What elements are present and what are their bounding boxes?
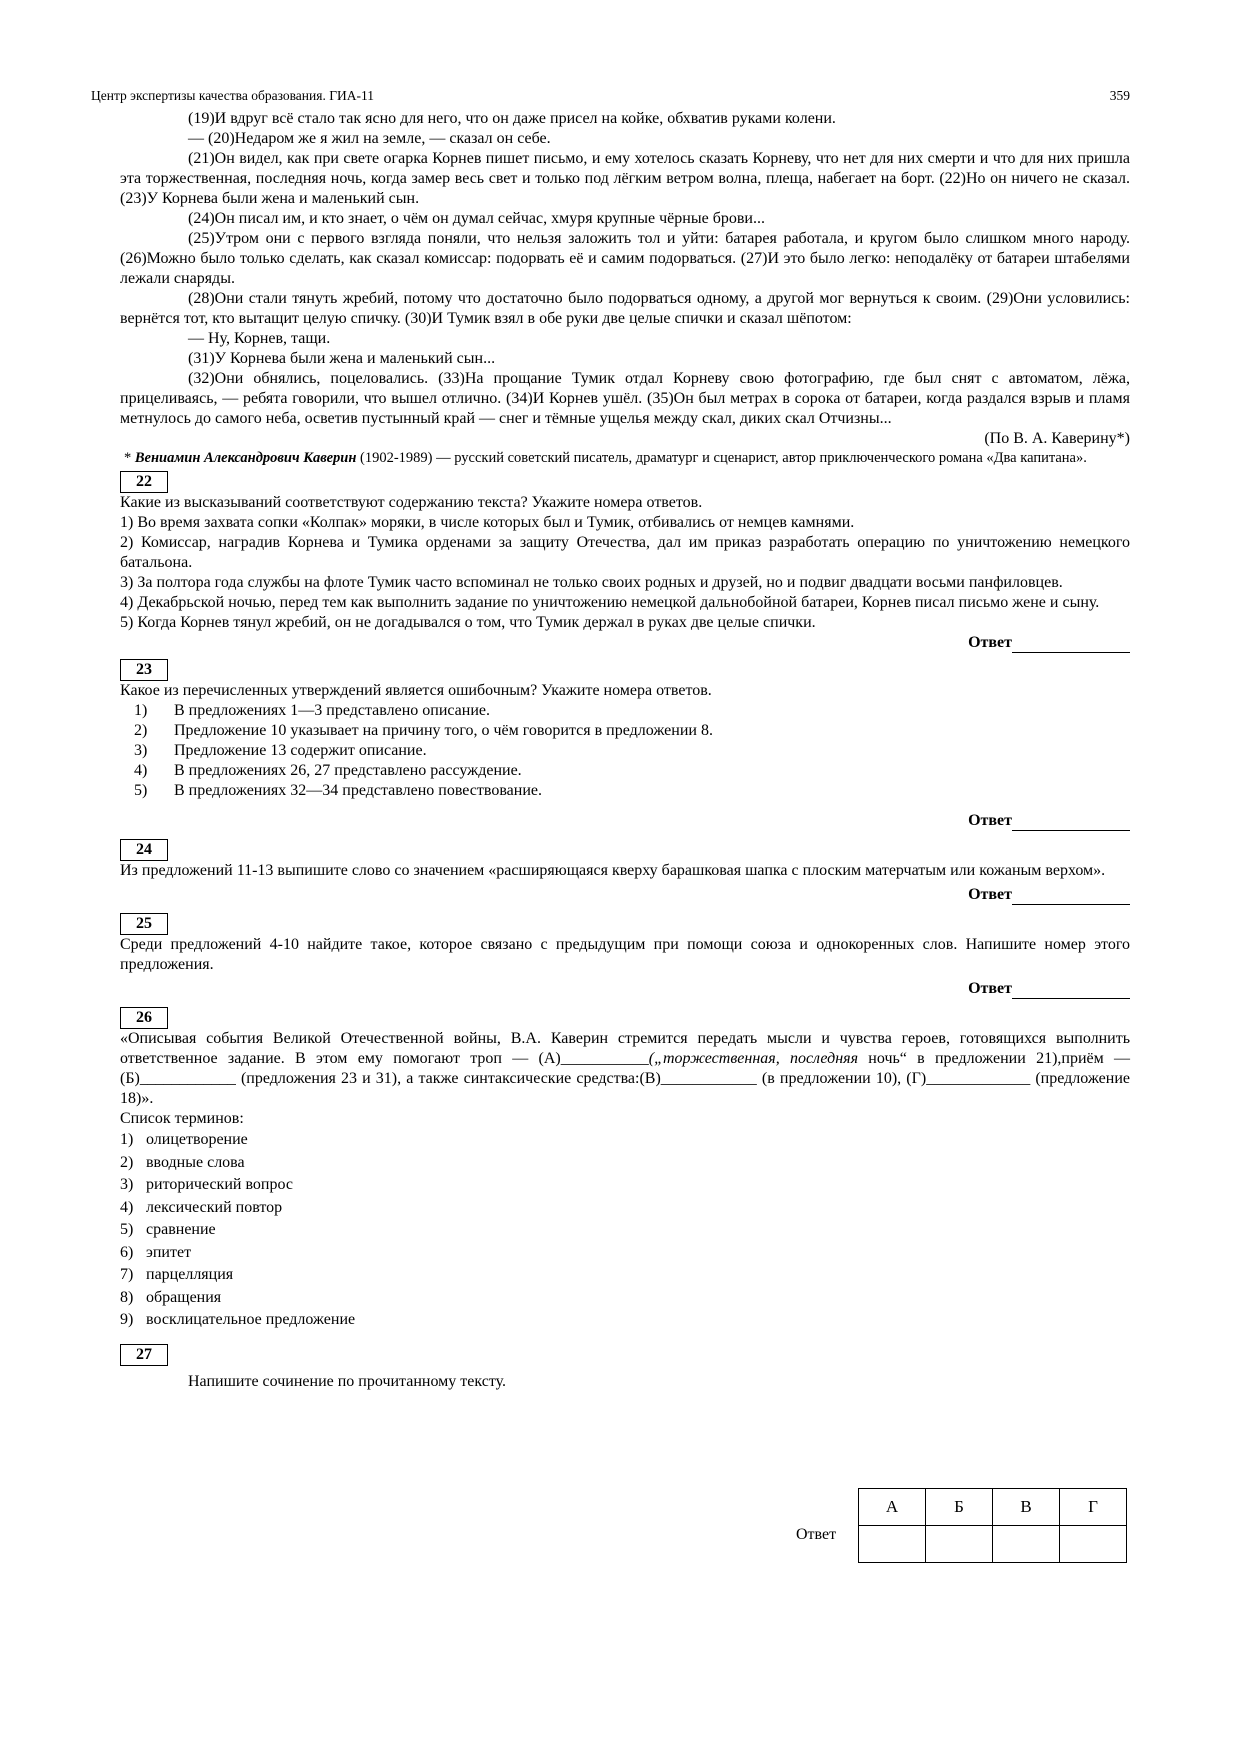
answer-cell-a[interactable] — [859, 1526, 926, 1563]
option-text: Предложение 10 указывает на причину того, о чём говорится в предложении 8. — [174, 722, 713, 739]
text-source: (По В. А. Каверину*) — [984, 430, 1130, 447]
answer-table-label: Ответ — [796, 1526, 837, 1543]
option-text: В предложениях 1—3 представлено описание. — [174, 702, 491, 719]
answer-line[interactable] — [1012, 636, 1130, 653]
option-number: 1) — [134, 702, 148, 719]
answer-label: Ответ — [968, 886, 1012, 903]
answer-cell-v[interactable] — [993, 1526, 1060, 1563]
answer-table-input-row — [859, 1526, 1127, 1563]
list-item — [120, 1219, 1130, 1242]
text-p19: (19)И вдруг всё стало так ясно для него, что он даже присел на койке, обхватив руками колени. — [188, 110, 836, 127]
task-option: 1) Во время захвата сопки «Колпак» моряки, в числе которых был и Тумик, отбивались от немцев камнями. — [120, 514, 855, 531]
list-item — [120, 1197, 1130, 1220]
answer-line[interactable] — [1012, 888, 1130, 905]
task-number-box: 24 — [120, 839, 168, 861]
option-text: В предложениях 26, 27 представлено рассуждение. — [174, 762, 522, 779]
answer-table-header-row — [859, 1489, 1127, 1526]
text-p24: (24)Он писал им, и кто знает, о чём он думал сейчас, хмуря крупные чёрные брови... — [188, 210, 765, 227]
task-number-box: 23 — [120, 659, 168, 681]
answer-table-header: В — [993, 1489, 1060, 1526]
answer-field[interactable] — [120, 811, 1130, 831]
term-text: восклицательное предложение — [146, 1311, 356, 1328]
answer-field[interactable] — [120, 885, 1130, 905]
list-item — [120, 1309, 1130, 1332]
term-number: 6) — [120, 1243, 134, 1261]
task-question: Из предложений 11-13 выпишите слово со значением «расширяющаяся кверху барашковая шапка с плоским матерчатым или кожаным верхом». — [120, 862, 1106, 879]
answer-line[interactable] — [1012, 982, 1130, 999]
option-text: Предложение 13 содержит описание. — [174, 742, 427, 759]
task-option: 5) Когда Корнев тянул жребий, он не догадывался о том, что Тумик держал в руках две целые спички. — [120, 614, 816, 631]
footnote-rest: (1902-1989) — русский советский писатель, драматург и сценарист, автор приключенческого романа «Два капитана». — [360, 450, 1087, 466]
task-22 — [120, 471, 1130, 653]
answer-label: Ответ — [968, 980, 1012, 997]
list-item — [120, 1287, 1130, 1310]
task-25 — [120, 913, 1130, 999]
task-question: Среди предложений 4-10 найдите такое, которое связано с предыдущим при помощи союза и однокоренных слов. Напишите номер этого предложения. — [120, 936, 1130, 973]
task-number-box: 27 — [120, 1344, 168, 1366]
answer-label: Ответ — [968, 812, 1012, 829]
text-p20: — (20)Недаром же я жил на земле, — сказал он себе. — [188, 130, 551, 147]
page-header — [91, 88, 1130, 104]
list-item — [120, 1152, 1130, 1175]
options-list — [120, 701, 1130, 801]
list-item — [134, 761, 1130, 781]
answer-table-header: А — [859, 1489, 926, 1526]
option-text: В предложениях 32—34 представлено повествование. — [174, 782, 542, 799]
task-number-box: 26 — [120, 1007, 168, 1029]
text-p31: (31)У Корнева были жена и маленький сын... — [188, 350, 496, 367]
header-title: Центр экспертизы качества образования. ГИА-11 — [91, 88, 374, 103]
task-option: 4) Декабрьской ночью, перед тем как выполнить задание по уничтожению немецкой дальнобойной батареи, Корнев писал письмо жене и сыну. — [120, 594, 1100, 611]
answer-field[interactable] — [120, 979, 1130, 999]
list-item — [120, 1174, 1130, 1197]
answer-field[interactable] — [120, 633, 1130, 653]
term-text: эпитет — [146, 1243, 192, 1261]
page-number: 359 — [1109, 88, 1130, 103]
term-text: сравнение — [146, 1221, 216, 1238]
task-question-part: ночь“ в предложении 21),приём — (Б)____________ (предложения 23 и 31), а также синтаксические средства:(В)____________ (в предложении 10), (Г)_____________ (предложение 18)». — [120, 1050, 1131, 1107]
list-item — [134, 701, 1130, 721]
task-number-box: 22 — [120, 471, 168, 493]
term-number: 9) — [120, 1311, 134, 1328]
footnote-name: Вениамин Александрович Каверин — [134, 450, 357, 466]
terms-list — [120, 1129, 1130, 1332]
term-number: 8) — [120, 1288, 134, 1306]
list-item — [120, 1242, 1130, 1265]
term-number: 3) — [120, 1176, 134, 1193]
term-text: лексический повтор — [146, 1198, 283, 1216]
text-p32: (32)Они обнялись, поцеловались. (33)На прощание Тумик отдал Корневу свою фотографию, где был снят с автоматом, лёжа, прицеливаясь, — ребята говорили, что вышел отлично. (34)И Корнев ушёл. (35)Он был метрах в сорока от батареи, когда раздался взрыв и пламя метнулось до самого неба, осветив пустынный край — снег и тёмные ущелья между скал, диких скал Отчизны... — [120, 370, 1130, 427]
term-text: олицетворение — [146, 1131, 248, 1148]
text-p28: (28)Они стали тянуть жребий, потому что достаточно было подорваться одному, а другой мог вернуться к своим. (29)Они условились: вернётся тот, кто вытащит целую спичку. (30)И Тумик взял в обе руки две целые спички и сказал шёпотом: — [120, 290, 1130, 327]
answer-table-header: Б — [926, 1489, 993, 1526]
term-number: 7) — [120, 1266, 134, 1283]
answer-table — [858, 1488, 1127, 1563]
answer-label: Ответ — [968, 634, 1012, 651]
text-dialog: — Ну, Корнев, тащи. — [188, 330, 331, 347]
footnote-star: * — [124, 450, 132, 466]
list-item — [134, 721, 1130, 741]
task-number-box: 25 — [120, 913, 168, 935]
term-number: 2) — [120, 1153, 134, 1171]
terms-title: Список терминов: — [120, 1110, 244, 1127]
task-question: Напишите сочинение по прочитанному тексту. — [188, 1372, 507, 1390]
list-item — [120, 1264, 1130, 1287]
task-26 — [120, 1007, 1130, 1332]
task-23 — [120, 659, 1130, 831]
task-27 — [120, 1344, 1130, 1392]
text-p25: (25)Утром они с первого взгляда поняли, что нельзя заложить тол и уйти: батарея работала, и кругом было слишком много народу. (26)Можно было только сделать, как сказал комиссар: подорвать её и самим подорваться. (27)И это было легко: неподалёку от батареи штабелями лежали снаряды. — [120, 230, 1130, 287]
task-24 — [120, 839, 1130, 905]
task-question-italic: („торжественная, последняя — [648, 1050, 859, 1067]
page-content — [120, 109, 1130, 1392]
term-text: риторический вопрос — [146, 1176, 293, 1193]
option-number: 4) — [134, 762, 148, 779]
task-question: Какие из высказываний соответствуют содержанию текста? Укажите номера ответов. — [120, 494, 703, 511]
list-item — [134, 781, 1130, 801]
footnote — [124, 449, 1130, 467]
list-item — [134, 741, 1130, 761]
list-item — [120, 1129, 1130, 1152]
term-number: 4) — [120, 1198, 134, 1216]
term-text: обращения — [146, 1288, 222, 1306]
term-number: 1) — [120, 1131, 134, 1148]
term-number: 5) — [120, 1221, 134, 1238]
answer-cell-b[interactable] — [926, 1526, 993, 1563]
option-number: 5) — [134, 782, 148, 799]
task-option: 2) Комиссар, наградив Корнева и Тумика орденами за защиту Отечества, дал им приказ разработать операцию по уничтожению немецкого батальона. — [120, 534, 1130, 571]
task-option: 3) За полтора года службы на флоте Тумик часто вспоминал не только своих родных и друзей, но и подвиг двадцати восьми панфиловцев. — [120, 574, 1063, 591]
task-question — [120, 1029, 1130, 1109]
option-number: 2) — [134, 722, 148, 739]
term-text: парцелляция — [146, 1266, 234, 1283]
answer-cell-g[interactable] — [1060, 1526, 1127, 1563]
term-text: вводные слова — [146, 1153, 245, 1171]
text-p21: (21)Он видел, как при свете огарка Корнев пишет письмо, и ему хотелось сказать Корневу, что нет для них смерти и что для них пришла эта торжественная, последняя ночь, когда замер весь свет и только под лёгким ветром волна, плеща, набегает на борт. (22)Но он ничего не сказал. (23)У Корнева были жена и маленький сын. — [120, 150, 1130, 207]
answer-table-header: Г — [1060, 1489, 1127, 1526]
option-number: 3) — [134, 742, 148, 759]
task-question: Какое из перечисленных утверждений является ошибочным? Укажите номера ответов. — [120, 682, 712, 699]
task-question-part: «Описывая события Великой Отечественной войны, В.А. Каверин стремится передать мысли и чувства героев, готовящихся выполнить ответственное задание. В этом ему помогают троп — (А)___________ — [120, 1030, 1130, 1067]
answer-line[interactable] — [1012, 814, 1130, 831]
